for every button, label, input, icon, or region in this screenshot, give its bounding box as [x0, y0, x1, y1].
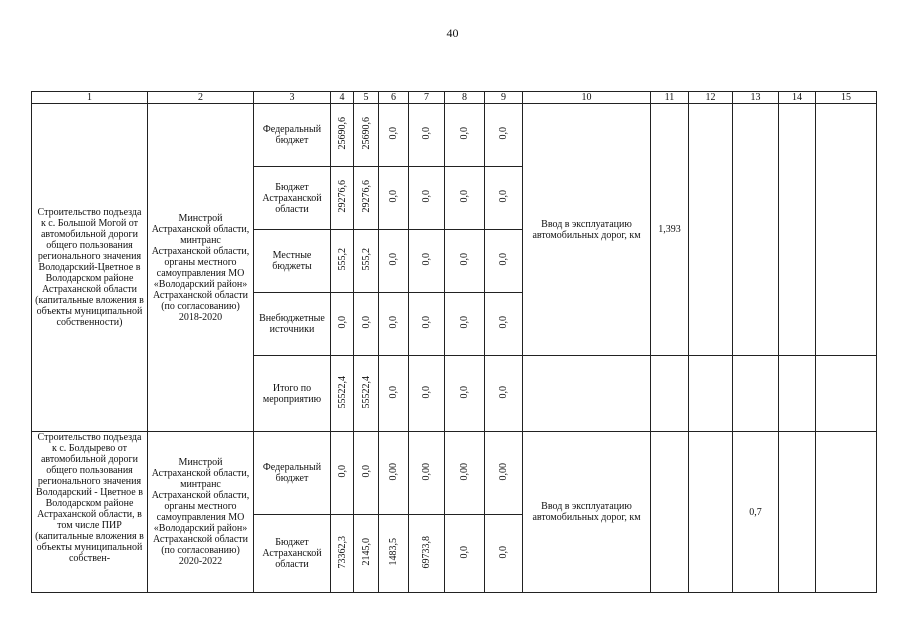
cell-value: 55522,4 — [354, 356, 379, 432]
cell-value: 0,0 — [409, 167, 445, 230]
empty-cell — [523, 356, 651, 432]
object-name: Строительство подъезда к с. Болдырево от автомобильной дороги общего пользования регионального значения Володарский - Цветное в Володарском районе Астраханской области, в том числе ПИР (капитальные вложения в объекты муниципальной собствен- — [32, 432, 148, 593]
column-number: 3 — [254, 92, 331, 104]
funding-source: Федеральный бюджет — [254, 104, 331, 167]
column-number: 12 — [689, 92, 733, 104]
object-name: Строительство подъезда к с. Большой Могой от автомобильной дороги общего пользования регионального значения Володарский-Цветное в Володарском районе Астраханской области (капитальные вложения в объекты муниципальной собственности) — [32, 104, 148, 432]
indicator-value-15 — [816, 104, 877, 356]
budget-table — [31, 91, 877, 593]
cell-value: 0,00 — [445, 432, 485, 515]
cell-value: 0,0 — [379, 230, 409, 293]
cell-value: 0,0 — [445, 104, 485, 167]
indicator-value-11: 1,393 — [651, 104, 689, 356]
column-number: 10 — [523, 92, 651, 104]
column-number: 9 — [485, 92, 523, 104]
empty-cell — [651, 356, 689, 432]
cell-value: 0,0 — [445, 167, 485, 230]
cell-value: 0,0 — [409, 356, 445, 432]
indicator-value-14 — [779, 104, 816, 356]
indicator-name: Ввод в эксплуатацию автомобильных дорог, км — [523, 104, 651, 356]
cell-value: 0,0 — [379, 356, 409, 432]
column-number: 2 — [148, 92, 254, 104]
executor-name: Минстрой Астраханской области, минтранс Астраханской области, органы местного самоуправления МО «Володарский район» Астраханской области (по согласованию) 2018-2020 — [148, 104, 254, 432]
cell-value: 0,00 — [409, 432, 445, 515]
indicator-value-11 — [651, 432, 689, 593]
cell-value: 0,0 — [409, 230, 445, 293]
indicator-name: Ввод в эксплуатацию автомобильных дорог, км — [523, 432, 651, 593]
funding-source: Бюджет Астраханской области — [254, 515, 331, 593]
executor-name: Минстрой Астраханской области, минтранс Астраханской области, органы местного самоуправления МО «Володарский район» Астраханской области (по согласованию) 2020-2022 — [148, 432, 254, 593]
page-number: 40 — [446, 26, 459, 40]
cell-value: 1483,5 — [379, 515, 409, 593]
cell-value: 0,0 — [445, 356, 485, 432]
table-row — [32, 104, 877, 167]
cell-value: 0,0 — [445, 230, 485, 293]
column-number: 8 — [445, 92, 485, 104]
empty-cell — [733, 356, 779, 432]
cell-value: 55522,4 — [331, 356, 354, 432]
funding-source: Итого по мероприятию — [254, 356, 331, 432]
funding-source: Федеральный бюджет — [254, 432, 331, 515]
column-number: 5 — [354, 92, 379, 104]
cell-value: 29276,6 — [354, 167, 379, 230]
cell-value: 25690,6 — [354, 104, 379, 167]
indicator-value-14 — [779, 432, 816, 593]
indicator-value-13 — [733, 104, 779, 356]
cell-value: 0,0 — [485, 293, 523, 356]
cell-value: 69733,8 — [409, 515, 445, 593]
cell-value: 0,0 — [379, 293, 409, 356]
cell-value: 29276,6 — [331, 167, 354, 230]
cell-value: 555,2 — [331, 230, 354, 293]
cell-value: 0,0 — [485, 356, 523, 432]
indicator-value-15 — [816, 432, 877, 593]
cell-value: 0,0 — [379, 167, 409, 230]
cell-value: 0,0 — [445, 293, 485, 356]
cell-value: 0,0 — [331, 432, 354, 515]
column-number: 6 — [379, 92, 409, 104]
indicator-value-12 — [689, 432, 733, 593]
indicator-value-12 — [689, 104, 733, 356]
indicator-value-13: 0,7 — [733, 432, 779, 593]
cell-value: 0,0 — [331, 293, 354, 356]
cell-value: 0,0 — [354, 293, 379, 356]
column-number-row — [32, 92, 877, 104]
column-number: 4 — [331, 92, 354, 104]
column-number: 15 — [816, 92, 877, 104]
column-number: 14 — [779, 92, 816, 104]
cell-value: 0,0 — [379, 104, 409, 167]
table-row — [32, 432, 877, 515]
cell-value: 0,0 — [485, 104, 523, 167]
column-number: 13 — [733, 92, 779, 104]
cell-value: 0,00 — [379, 432, 409, 515]
column-number: 1 — [32, 92, 148, 104]
cell-value: 0,00 — [485, 432, 523, 515]
cell-value: 0,0 — [485, 515, 523, 593]
column-number: 11 — [651, 92, 689, 104]
funding-source: Местные бюджеты — [254, 230, 331, 293]
funding-source: Бюджет Астраханской области — [254, 167, 331, 230]
cell-value: 2145,0 — [354, 515, 379, 593]
cell-value: 25690,6 — [331, 104, 354, 167]
cell-value: 0,0 — [445, 515, 485, 593]
cell-value: 0,0 — [409, 293, 445, 356]
funding-source: Внебюджетные источники — [254, 293, 331, 356]
cell-value: 555,2 — [354, 230, 379, 293]
cell-value: 0,0 — [485, 230, 523, 293]
cell-value: 0,0 — [485, 167, 523, 230]
column-number: 7 — [409, 92, 445, 104]
cell-value: 0,0 — [354, 432, 379, 515]
empty-cell — [779, 356, 816, 432]
empty-cell — [689, 356, 733, 432]
cell-value: 0,0 — [409, 104, 445, 167]
empty-cell — [816, 356, 877, 432]
cell-value: 73362,3 — [331, 515, 354, 593]
